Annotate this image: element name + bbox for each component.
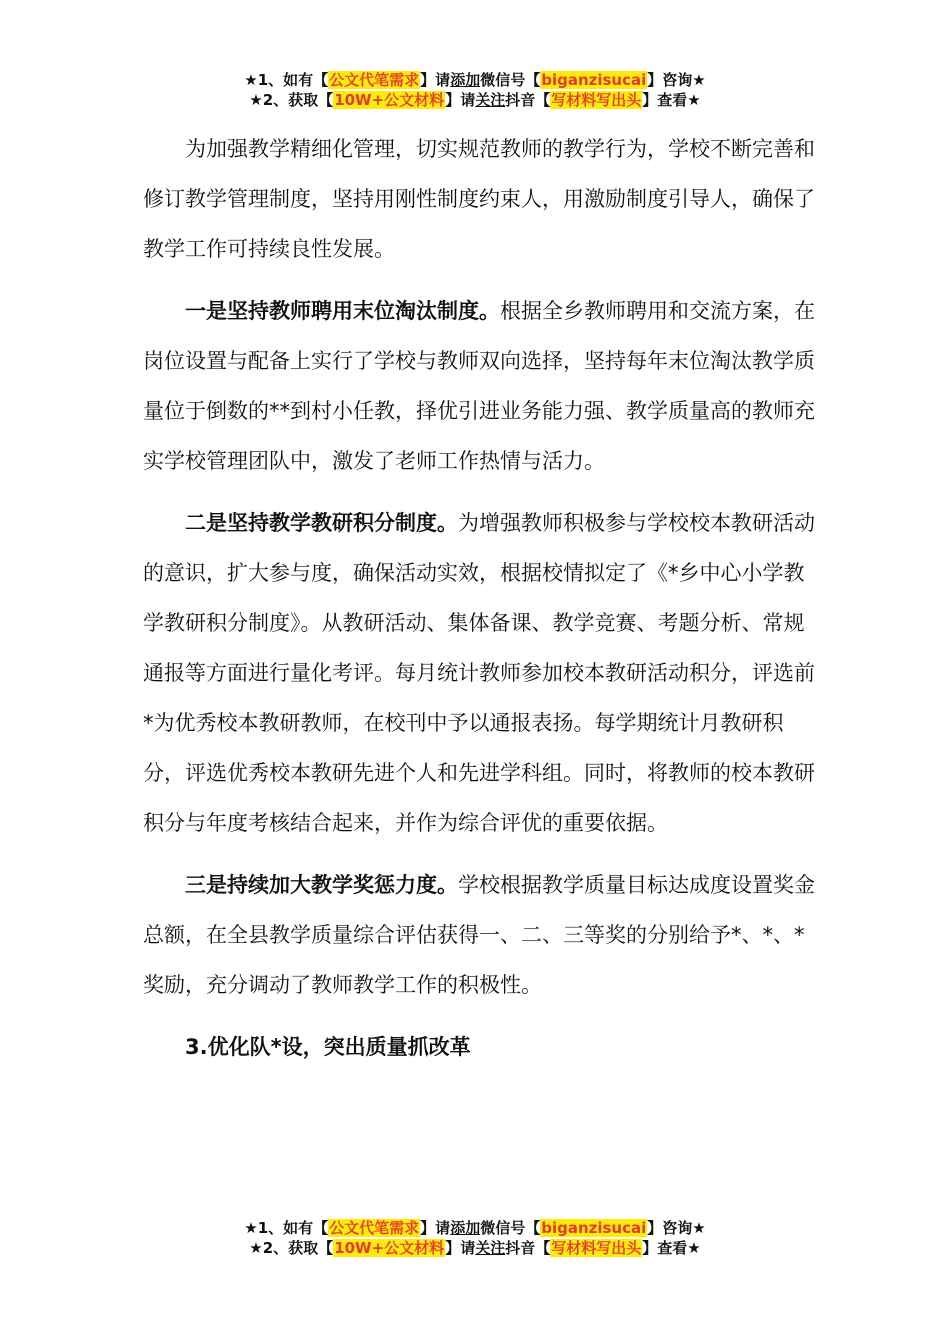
highlight-wechat-id: biganzisucai xyxy=(541,71,647,89)
paragraph-3-title: 三是持续加大教学奖惩力度。 xyxy=(185,873,458,897)
promo-line-1: ★1、如有【公文代笔需求】请添加微信号【biganzisucai】咨询★ xyxy=(244,71,706,89)
promo-line-2: ★2、获取【10W+公文材料】请关注抖音【写材料写出头】查看★ xyxy=(249,91,701,109)
promo-banner-bottom xyxy=(0,1218,950,1258)
document-body xyxy=(143,124,815,1072)
intro-paragraph: 为加强教学精细化管理，切实规范教师的教学行为，学校不断完善和修订教学管理制度，坚持用刚性制度约束人，用激励制度引导人，确保了教学工作可持续良性发展。 xyxy=(143,137,815,261)
paragraph-2-title: 二是坚持教学教研积分制度。 xyxy=(185,511,458,535)
paragraph-1-title: 一是坚持教师聘用末位淘汰制度。 xyxy=(185,299,500,323)
promo-line-1: ★1、如有【公文代笔需求】请添加微信号【biganzisucai】咨询★ xyxy=(244,1219,706,1237)
paragraph-3: 三是持续加大教学奖惩力度。学校根据教学质量目标达成度设置奖金总额，在全县教学质量综合评估获得一、二、三等奖的分别给予*、*、*奖励，充分调动了教师教学工作的积极性。 xyxy=(143,873,815,997)
paragraph-1: 一是坚持教师聘用末位淘汰制度。根据全乡教师聘用和交流方案，在岗位设置与配备上实行了学校与教师双向选择，坚持每年末位淘汰教学质量位于倒数的**到村小任教，择优引进业务能力强、教学质量高的教师充实学校管理团队中，激发了老师工作热情与活力。 xyxy=(143,299,815,473)
promo-banner-top xyxy=(0,70,950,110)
highlight-materials: 10W+公文材料 xyxy=(334,91,445,109)
highlight-wechat-id: biganzisucai xyxy=(541,1219,647,1237)
highlight-service: 公文代笔需求 xyxy=(329,71,420,89)
highlight-douyin-account: 写材料写出头 xyxy=(551,91,642,109)
paragraph-2: 二是坚持教学教研积分制度。为增强教师积极参与学校校本教研活动的意识，扩大参与度，确保活动实效，根据校情拟定了《*乡中心小学教学教研积分制度》。从教研活动、集体备课、教学竞赛、考题分析、常规通报等方面进行量化考评。每月统计教师参加校本教研活动积分，评选前*为优秀校本教研教师，在校刊中予以通报表扬。每学期统计月教研积分，评选优秀校本教研先进个人和先进学科组。同时，将教师的校本教研积分与年度考核结合起来，并作为综合评优的重要依据。 xyxy=(143,511,815,835)
section-heading: 3.优化队*设，突出质量抓改革 xyxy=(185,1035,471,1059)
highlight-douyin-account: 写材料写出头 xyxy=(551,1239,642,1257)
highlight-materials: 10W+公文材料 xyxy=(334,1239,445,1257)
promo-line-2: ★2、获取【10W+公文材料】请关注抖音【写材料写出头】查看★ xyxy=(249,1239,701,1257)
highlight-service: 公文代笔需求 xyxy=(329,1219,420,1237)
